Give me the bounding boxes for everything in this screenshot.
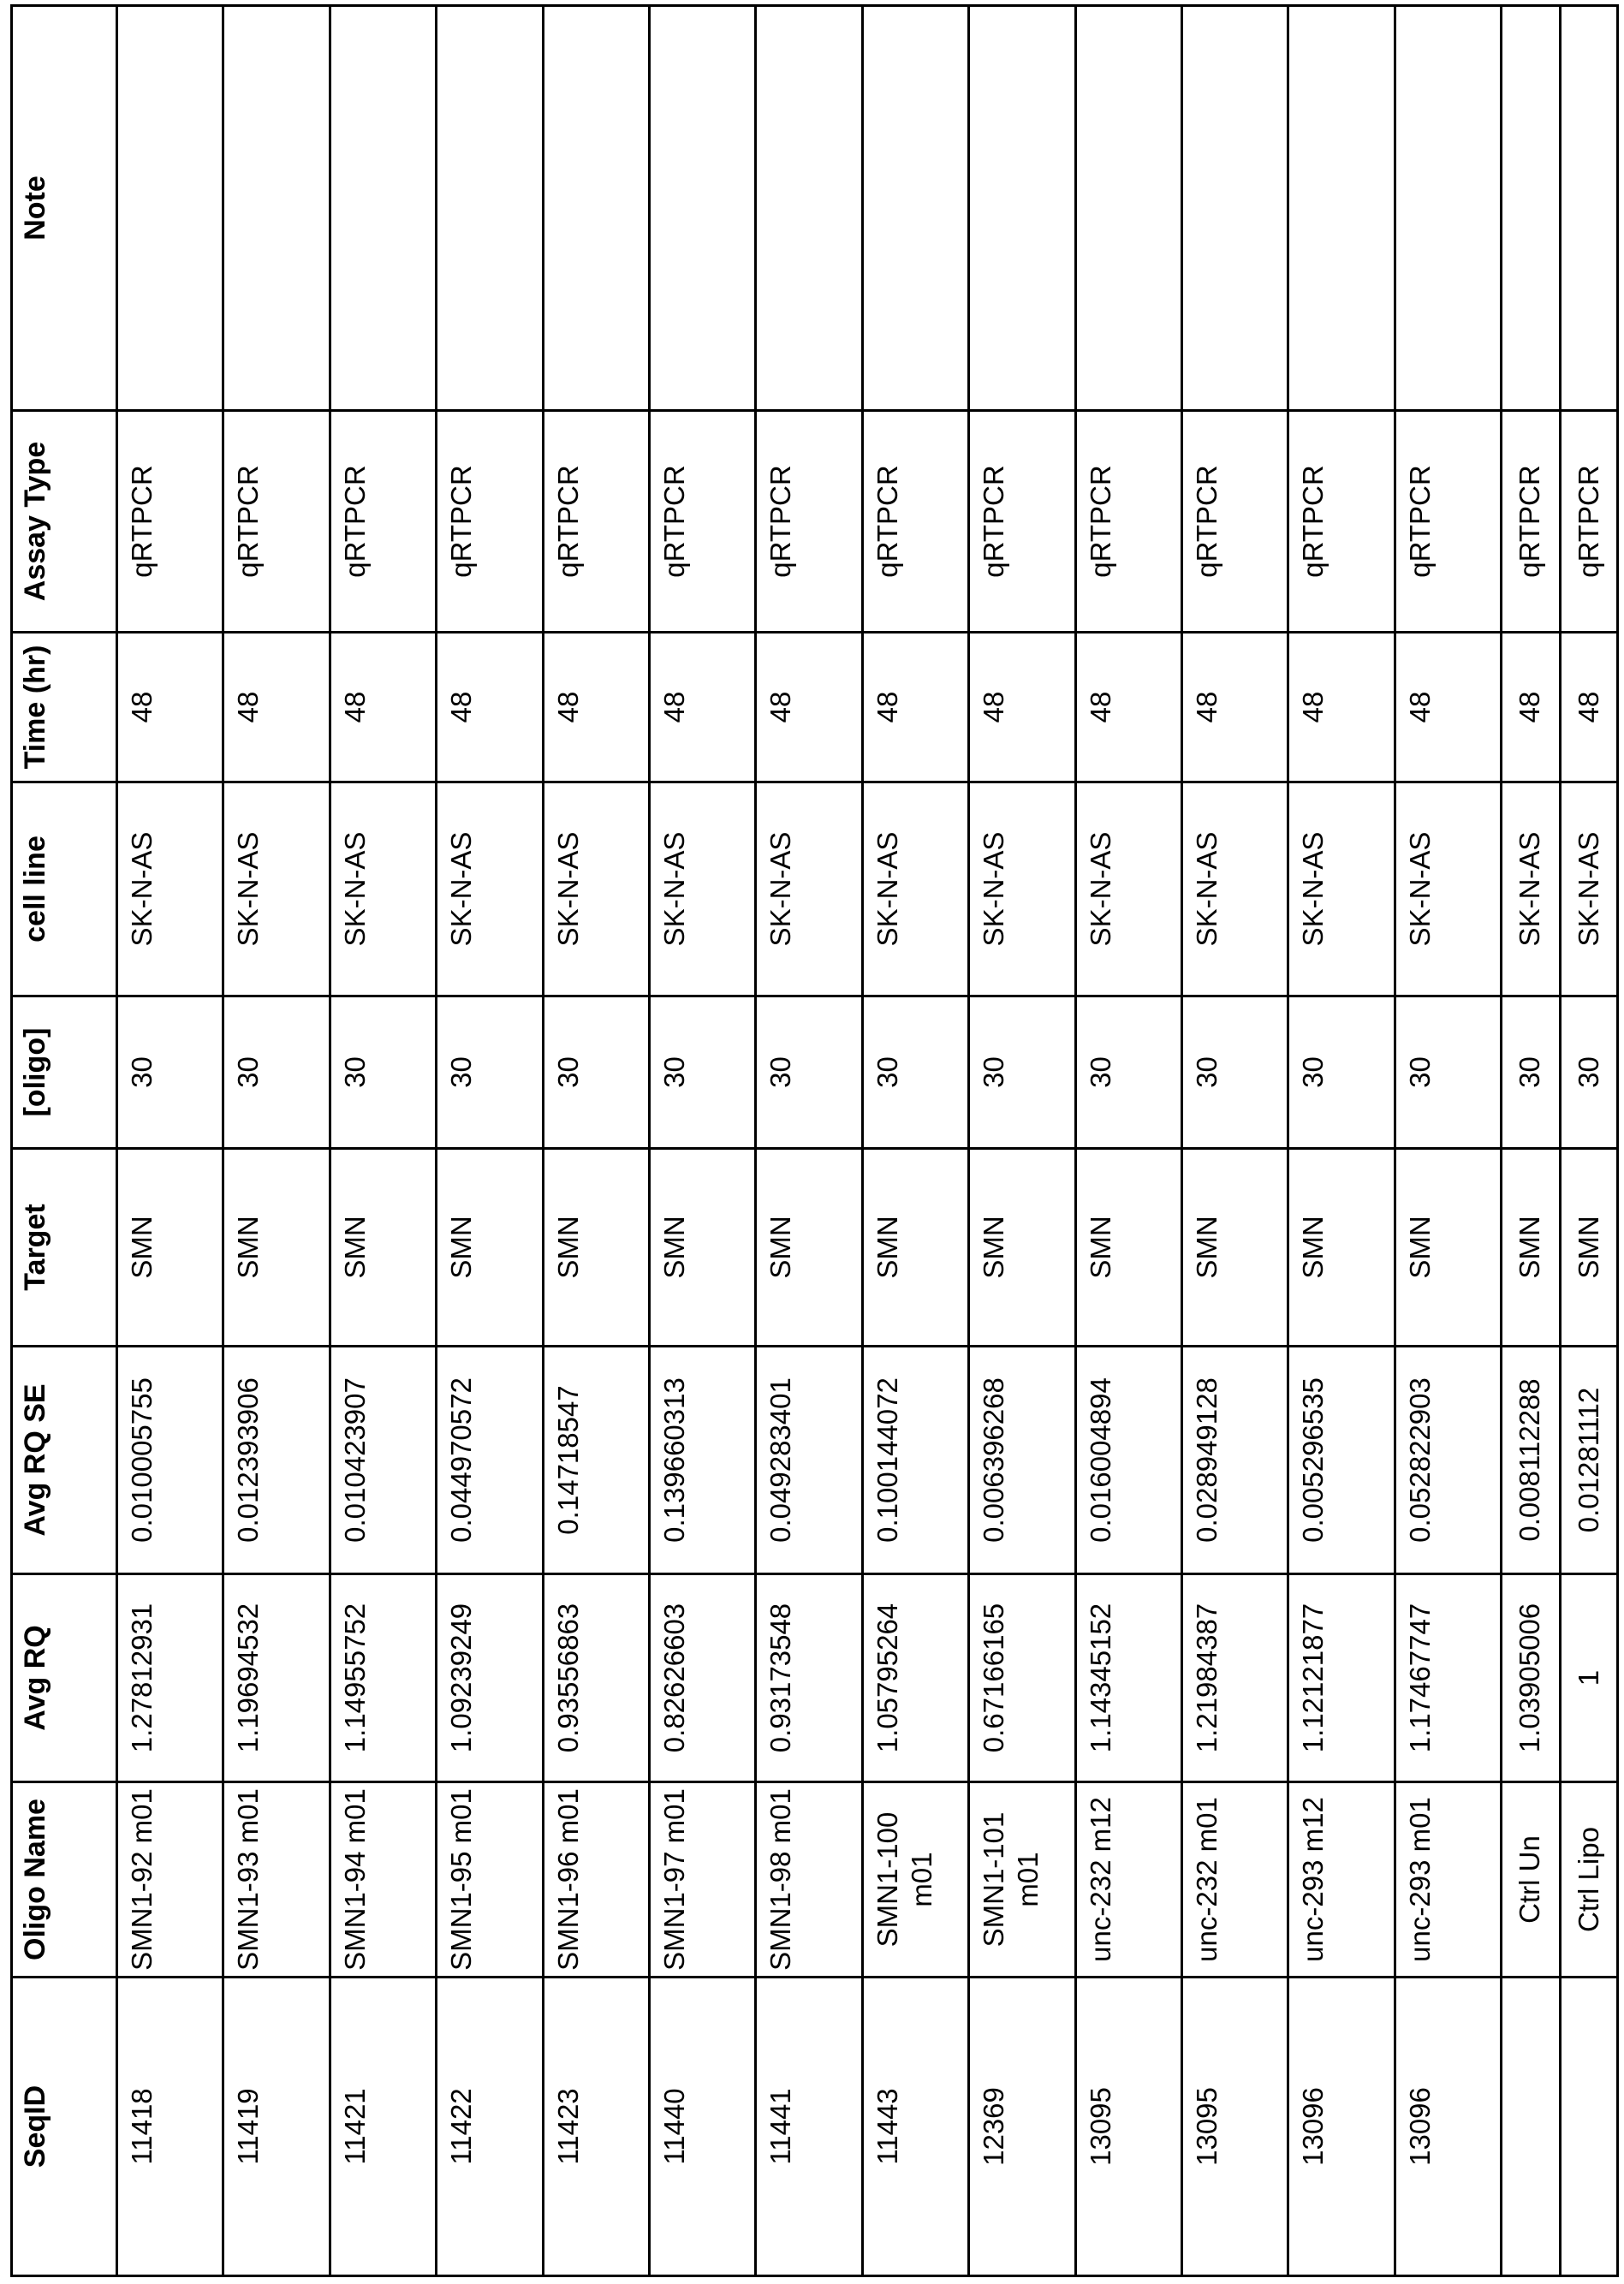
- cell-time-hr: 48: [969, 633, 1075, 782]
- cell-oligo-name: Ctrl Un: [1502, 1782, 1561, 1978]
- cell-oligo-name: SMN1-94 m01: [330, 1782, 436, 1978]
- cell-oligo-name: SMN1-93 m01: [223, 1782, 330, 1978]
- cell-seqid: [1561, 1978, 1618, 2276]
- cell-seqid: 11441: [756, 1978, 862, 2276]
- table-row: [330, 6, 436, 2276]
- cell-oligo-name: SMN1-100 m01: [862, 1782, 968, 1978]
- cell-cell-line: SK-N-AS: [756, 782, 862, 996]
- cell-seqid: 12369: [969, 1978, 1075, 2276]
- cell-avg-rq-se: 0.14718547: [543, 1347, 649, 1574]
- cell-avg-rq: 1.17467747: [1395, 1574, 1501, 1782]
- cell-avg-rq: 1.05795264: [862, 1574, 968, 1782]
- cell-oligo-conc: 30: [1075, 996, 1181, 1149]
- header-row: [12, 6, 117, 2276]
- cell-avg-rq-se: 0.006396268: [969, 1347, 1075, 1574]
- cell-avg-rq: 0.82626603: [649, 1574, 755, 1782]
- table-row: [969, 6, 1075, 2276]
- cell-assay-type: qRTPCR: [1181, 411, 1288, 633]
- cell-target: SMN: [543, 1149, 649, 1347]
- cell-avg-rq: 1.14955752: [330, 1574, 436, 1782]
- cell-cell-line: SK-N-AS: [117, 782, 223, 996]
- cell-oligo-conc: 30: [543, 996, 649, 1149]
- cell-avg-rq-se: 0.01281112: [1561, 1347, 1618, 1574]
- cell-oligo-name: SMN1-92 m01: [117, 1782, 223, 1978]
- table-row: [862, 6, 968, 2276]
- cell-avg-rq: 0.93173548: [756, 1574, 862, 1782]
- cell-oligo-name: SMN1-95 m01: [437, 1782, 543, 1978]
- cell-assay-type: qRTPCR: [117, 411, 223, 633]
- cell-target: SMN: [1075, 1149, 1181, 1347]
- table-row: [1561, 6, 1618, 2276]
- cell-oligo-name: unc-293 m01: [1395, 1782, 1501, 1978]
- cell-avg-rq: 1.21984387: [1181, 1574, 1288, 1782]
- table-row: [1075, 6, 1181, 2276]
- cell-target: SMN: [969, 1149, 1075, 1347]
- cell-cell-line: SK-N-AS: [330, 782, 436, 996]
- cell-time-hr: 48: [1395, 633, 1501, 782]
- header-oligo-name: Oligo Name: [12, 1782, 117, 1978]
- cell-seqid: 13095: [1181, 1978, 1288, 2276]
- cell-avg-rq-se: 0.049283401: [756, 1347, 862, 1574]
- header-avg-rq: Avg RQ: [12, 1574, 117, 1782]
- cell-cell-line: SK-N-AS: [223, 782, 330, 996]
- cell-oligo-name: unc-232 m01: [1181, 1782, 1288, 1978]
- cell-assay-type: qRTPCR: [969, 411, 1075, 633]
- cell-oligo-conc: 30: [223, 996, 330, 1149]
- cell-time-hr: 48: [330, 633, 436, 782]
- cell-oligo-name: unc-232 m12: [1075, 1782, 1181, 1978]
- cell-note: [1075, 6, 1181, 411]
- header-cell-line: cell line: [12, 782, 117, 996]
- cell-note: [223, 6, 330, 411]
- cell-oligo-conc: 30: [969, 996, 1075, 1149]
- cell-note: [862, 6, 968, 411]
- cell-time-hr: 48: [223, 633, 330, 782]
- table-row: [1288, 6, 1395, 2276]
- cell-oligo-conc: 30: [1561, 996, 1618, 1149]
- cell-oligo-name: Ctrl Lipo: [1561, 1782, 1618, 1978]
- cell-cell-line: SK-N-AS: [1502, 782, 1561, 996]
- cell-avg-rq: 0.93556863: [543, 1574, 649, 1782]
- cell-cell-line: SK-N-AS: [969, 782, 1075, 996]
- cell-cell-line: SK-N-AS: [1288, 782, 1395, 996]
- cell-cell-line: SK-N-AS: [437, 782, 543, 996]
- cell-assay-type: qRTPCR: [1075, 411, 1181, 633]
- cell-avg-rq: 1.03905006: [1502, 1574, 1561, 1782]
- table-row: [756, 6, 862, 2276]
- cell-cell-line: SK-N-AS: [862, 782, 968, 996]
- cell-time-hr: 48: [437, 633, 543, 782]
- cell-avg-rq-se: 0.010005755: [117, 1347, 223, 1574]
- cell-note: [1561, 6, 1618, 411]
- cell-assay-type: qRTPCR: [1561, 411, 1618, 633]
- table-row: [543, 6, 649, 2276]
- cell-assay-type: qRTPCR: [1395, 411, 1501, 633]
- header-note: Note: [12, 6, 117, 411]
- cell-time-hr: 48: [543, 633, 649, 782]
- cell-avg-rq: 1.12121877: [1288, 1574, 1395, 1782]
- cell-note: [969, 6, 1075, 411]
- cell-note: [117, 6, 223, 411]
- cell-oligo-name: SMN1-97 m01: [649, 1782, 755, 1978]
- cell-seqid: 11418: [117, 1978, 223, 2276]
- header-avg-rq-se: Avg RQ SE: [12, 1347, 117, 1574]
- cell-avg-rq-se: 0.028949128: [1181, 1347, 1288, 1574]
- cell-oligo-conc: 30: [756, 996, 862, 1149]
- cell-cell-line: SK-N-AS: [543, 782, 649, 996]
- cell-cell-line: SK-N-AS: [1181, 782, 1288, 996]
- cell-time-hr: 48: [649, 633, 755, 782]
- cell-avg-rq-se: 0.100144072: [862, 1347, 968, 1574]
- cell-oligo-name: unc-293 m12: [1288, 1782, 1395, 1978]
- cell-avg-rq-se: 0.044970572: [437, 1347, 543, 1574]
- cell-target: SMN: [1395, 1149, 1501, 1347]
- cell-time-hr: 48: [756, 633, 862, 782]
- cell-avg-rq-se: 0.016004894: [1075, 1347, 1181, 1574]
- cell-oligo-conc: 30: [1181, 996, 1288, 1149]
- table-row: [1181, 6, 1288, 2276]
- cell-oligo-conc: 30: [1395, 996, 1501, 1149]
- cell-note: [1288, 6, 1395, 411]
- cell-note: [543, 6, 649, 411]
- cell-oligo-conc: 30: [330, 996, 436, 1149]
- header-time-hr: Time (hr): [12, 633, 117, 782]
- table-row: [437, 6, 543, 2276]
- cell-assay-type: qRTPCR: [649, 411, 755, 633]
- cell-target: SMN: [649, 1149, 755, 1347]
- cell-note: [1395, 6, 1501, 411]
- cell-seqid: 13096: [1395, 1978, 1501, 2276]
- cell-assay-type: qRTPCR: [543, 411, 649, 633]
- cell-oligo-conc: 30: [117, 996, 223, 1149]
- cell-target: SMN: [862, 1149, 968, 1347]
- cell-avg-rq: 1.14345152: [1075, 1574, 1181, 1782]
- cell-assay-type: qRTPCR: [437, 411, 543, 633]
- table-row: [1395, 6, 1501, 2276]
- cell-avg-rq-se: 0.052822903: [1395, 1347, 1501, 1574]
- cell-note: [330, 6, 436, 411]
- cell-assay-type: qRTPCR: [862, 411, 968, 633]
- cell-assay-type: qRTPCR: [1288, 411, 1395, 633]
- cell-avg-rq: 1.09239249: [437, 1574, 543, 1782]
- cell-time-hr: 48: [1288, 633, 1395, 782]
- cell-oligo-conc: 30: [437, 996, 543, 1149]
- header-assay-type: Assay Type: [12, 411, 117, 633]
- cell-oligo-name: SMN1-101 m01: [969, 1782, 1075, 1978]
- cell-avg-rq: 1: [1561, 1574, 1618, 1782]
- cell-seqid: 11421: [330, 1978, 436, 2276]
- table-row: [649, 6, 755, 2276]
- cell-avg-rq-se: 0.010423907: [330, 1347, 436, 1574]
- cell-note: [1502, 6, 1561, 411]
- cell-avg-rq-se: 0.008112288: [1502, 1347, 1561, 1574]
- cell-oligo-conc: 30: [1502, 996, 1561, 1149]
- cell-time-hr: 48: [1502, 633, 1561, 782]
- cell-assay-type: qRTPCR: [1502, 411, 1561, 633]
- cell-target: SMN: [1288, 1149, 1395, 1347]
- header-seqid: SeqID: [12, 1978, 117, 2276]
- cell-seqid: 11440: [649, 1978, 755, 2276]
- cell-oligo-name: SMN1-96 m01: [543, 1782, 649, 1978]
- cell-time-hr: 48: [117, 633, 223, 782]
- cell-assay-type: qRTPCR: [756, 411, 862, 633]
- header-target: Target: [12, 1149, 117, 1347]
- rotated-table-container: [10, 7, 1616, 2277]
- cell-seqid: 11443: [862, 1978, 968, 2276]
- cell-avg-rq: 1.19694532: [223, 1574, 330, 1782]
- cell-target: SMN: [1561, 1149, 1618, 1347]
- results-table: [10, 4, 1619, 2277]
- cell-target: SMN: [1181, 1149, 1288, 1347]
- cell-time-hr: 48: [1181, 633, 1288, 782]
- cell-assay-type: qRTPCR: [223, 411, 330, 633]
- cell-target: SMN: [437, 1149, 543, 1347]
- cell-target: SMN: [223, 1149, 330, 1347]
- table-row: [117, 6, 223, 2276]
- cell-time-hr: 48: [1075, 633, 1181, 782]
- cell-seqid: 11423: [543, 1978, 649, 2276]
- cell-target: SMN: [1502, 1149, 1561, 1347]
- cell-avg-rq: 0.67166165: [969, 1574, 1075, 1782]
- cell-avg-rq-se: 0.012393906: [223, 1347, 330, 1574]
- cell-avg-rq-se: 0.005296535: [1288, 1347, 1395, 1574]
- cell-note: [649, 6, 755, 411]
- cell-target: SMN: [330, 1149, 436, 1347]
- cell-seqid: [1502, 1978, 1561, 2276]
- cell-cell-line: SK-N-AS: [1075, 782, 1181, 996]
- cell-seqid: 11422: [437, 1978, 543, 2276]
- table-row: [1502, 6, 1561, 2276]
- cell-oligo-conc: 30: [862, 996, 968, 1149]
- cell-time-hr: 48: [1561, 633, 1618, 782]
- cell-cell-line: SK-N-AS: [1395, 782, 1501, 996]
- cell-assay-type: qRTPCR: [330, 411, 436, 633]
- cell-avg-rq-se: 0.139660313: [649, 1347, 755, 1574]
- cell-seqid: 13096: [1288, 1978, 1395, 2276]
- cell-cell-line: SK-N-AS: [1561, 782, 1618, 996]
- cell-note: [756, 6, 862, 411]
- header-oligo-conc: [oligo]: [12, 996, 117, 1149]
- cell-oligo-conc: 30: [649, 996, 755, 1149]
- cell-oligo-name: SMN1-98 m01: [756, 1782, 862, 1978]
- cell-time-hr: 48: [862, 633, 968, 782]
- cell-target: SMN: [117, 1149, 223, 1347]
- cell-avg-rq: 1.27812931: [117, 1574, 223, 1782]
- cell-target: SMN: [756, 1149, 862, 1347]
- cell-note: [1181, 6, 1288, 411]
- cell-seqid: 13095: [1075, 1978, 1181, 2276]
- cell-note: [437, 6, 543, 411]
- cell-seqid: 11419: [223, 1978, 330, 2276]
- table-row: [223, 6, 330, 2276]
- cell-cell-line: SK-N-AS: [649, 782, 755, 996]
- cell-oligo-conc: 30: [1288, 996, 1395, 1149]
